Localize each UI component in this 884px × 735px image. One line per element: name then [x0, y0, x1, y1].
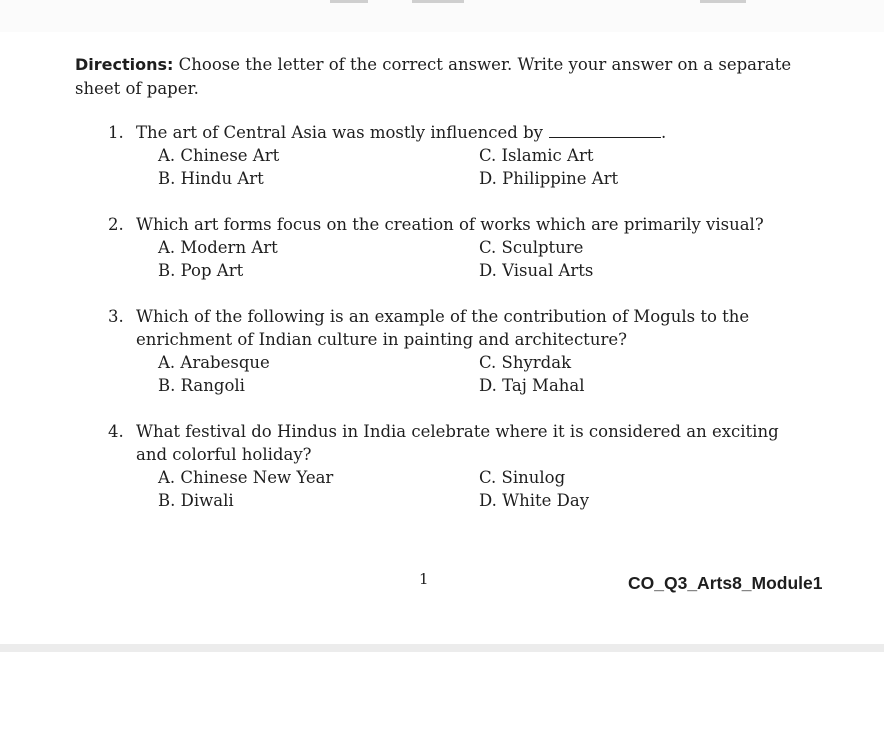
option-d: D. Visual Arts	[479, 261, 594, 280]
option-c: C. Islamic Art	[479, 146, 594, 165]
question-number: 3.	[108, 307, 124, 326]
option-a: A. Chinese New Year	[158, 468, 334, 487]
question-3	[108, 305, 808, 351]
option-c: C. Sculpture	[479, 238, 584, 257]
previous-page-edge	[0, 0, 884, 33]
question-number: 4.	[108, 422, 124, 441]
top-mark	[412, 0, 464, 3]
question-number: 2.	[108, 215, 124, 234]
module-code: CO_Q3_Arts8_Module1	[628, 573, 823, 593]
page-number: 1	[419, 570, 429, 588]
question-end: .	[660, 123, 667, 142]
option-d: D. Taj Mahal	[479, 376, 585, 395]
option-c: C. Shyrdak	[479, 353, 572, 372]
directions-label: Directions:	[75, 55, 174, 74]
question-text: Which of the following is an example of the contribution of Moguls to the enrichment of Indian culture in painting and architecture?	[136, 307, 750, 349]
option-b: B. Diwali	[158, 491, 234, 510]
option-a: A. Modern Art	[158, 238, 278, 257]
option-d: D. White Day	[479, 491, 590, 510]
question-stem	[136, 121, 808, 144]
question-text: What festival do Hindus in India celebrate where it is considered an exciting and colorful holiday?	[136, 422, 779, 464]
option-a: A. Chinese Art	[158, 146, 280, 165]
question-1	[108, 121, 808, 144]
option-b: B. Pop Art	[158, 261, 244, 280]
answer-blank	[549, 125, 661, 138]
page-separator	[0, 644, 884, 652]
option-c: C. Sinulog	[479, 468, 566, 487]
next-page-area	[0, 652, 884, 735]
option-a: A. Arabesque	[158, 353, 270, 372]
question-text: The art of Central Asia was mostly influenced by	[136, 123, 543, 142]
top-mark	[330, 0, 368, 3]
directions-paragraph	[75, 53, 795, 101]
option-d: D. Philippine Art	[479, 169, 619, 188]
option-b: B. Rangoli	[158, 376, 245, 395]
question-number: 1.	[108, 123, 124, 142]
top-mark	[700, 0, 746, 3]
question-text: Which art forms focus on the creation of works which are primarily visual?	[136, 215, 764, 234]
question-4	[108, 420, 808, 466]
directions-text: Choose the letter of the correct answer. Write your answer on a separate sheet of paper.	[75, 55, 792, 98]
question-2	[108, 213, 808, 236]
option-b: B. Hindu Art	[158, 169, 264, 188]
